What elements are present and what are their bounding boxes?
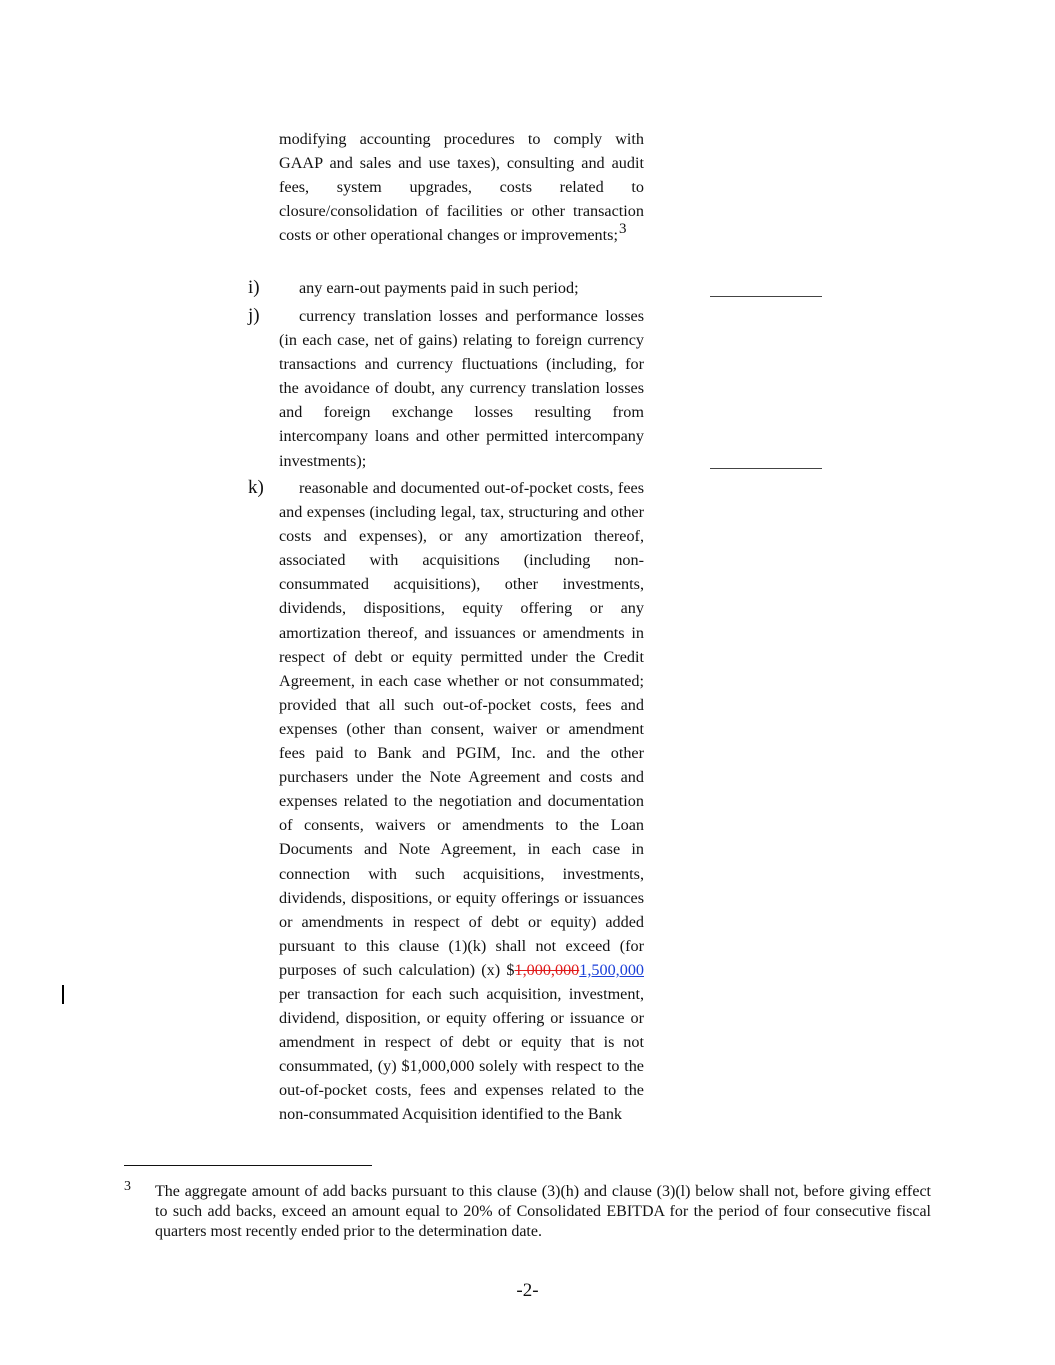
clause-i-marker: i) [248,277,260,298]
page-number: -2- [516,1280,539,1301]
clause-j [279,304,644,473]
clause-k-text-before: reasonable and documented out-of-pocket costs, fees and expenses (including legal, tax, structuring and other costs and expenses), or any amortization thereof, associated with acquisitions (including non-consummated acquisitions), other investments, dividends, dispositions, equity offering or any amortization thereof, and issuances or amendments in respect of debt or equity permitted under the Credit Agreement, in each case whether or not consummated; provided that all such out-of-pocket costs, fees and expenses (other than consent, waiver or amendment fees paid to Bank and PGIM, Inc. and the other purchasers under the Note Agreement and costs and expenses related to the negotiation and documentation of consents, waivers or amendments to the Loan Documents and Note Agreement, in each case in connection with such acquisitions, investments, dividends, dispositions, or equity offerings or issuances or amendments in respect of debt or equity) added pursuant to this clause (1)(k) shall not exceed (for purposes of such calculation) (x) $ [279,479,644,979]
deleted-amount: 1,000,000 [514,960,580,979]
footnote-reference[interactable]: 3 [618,221,627,238]
clause-j-amount-blank [710,468,822,469]
footnote-number: 3 [124,1179,131,1194]
clause-j-marker: j) [248,305,260,326]
clause-k-text-after: per transaction for each such acquisition, investment, dividend, disposition, or equity offering or issuance or amendment in respect of debt or equity that is not consummated, (y) $1,000,000 solely with respect to the out-of-pocket costs, fees and expenses related to the non-consummated Acquisition identified to the Bank [279,984,644,1124]
clause-h-continuation [279,127,644,248]
clause-k-marker: k) [248,477,264,498]
inserted-amount: 1,500,000 [579,960,644,979]
clause-j-text: currency translation losses and performance losses (in each case, net of gains) relating to foreign currency transactions and currency fluctuations (including, for the avoidance of doubt, any currency translation losses and foreign exchange losses resulting from intercompany loans and other permitted intercompany investments); [279,307,644,470]
clause-i-amount-blank [710,296,822,297]
revision-change-bar [62,985,64,1004]
clause-i-text: any earn-out payments paid in such period; [299,279,579,297]
footnote-text: The aggregate amount of add backs pursuant to this clause (3)(h) and clause (3)(l) below shall not, before giving effect to such add backs, exceed an amount equal to 20% of Consolidated EBITDA for the period of four consecutive fiscal quarters most recently ended prior to the determination date. [155,1183,931,1240]
clause-i [279,276,644,300]
clause-h-text: modifying accounting procedures to comply with GAAP and sales and use taxes), consulting and audit fees, system upgrades, costs related to closure/consolidation of facilities or other transaction costs or other operational changes or improvements; [279,130,644,245]
footnote-separator [124,1165,372,1166]
clause-k [279,476,644,1127]
